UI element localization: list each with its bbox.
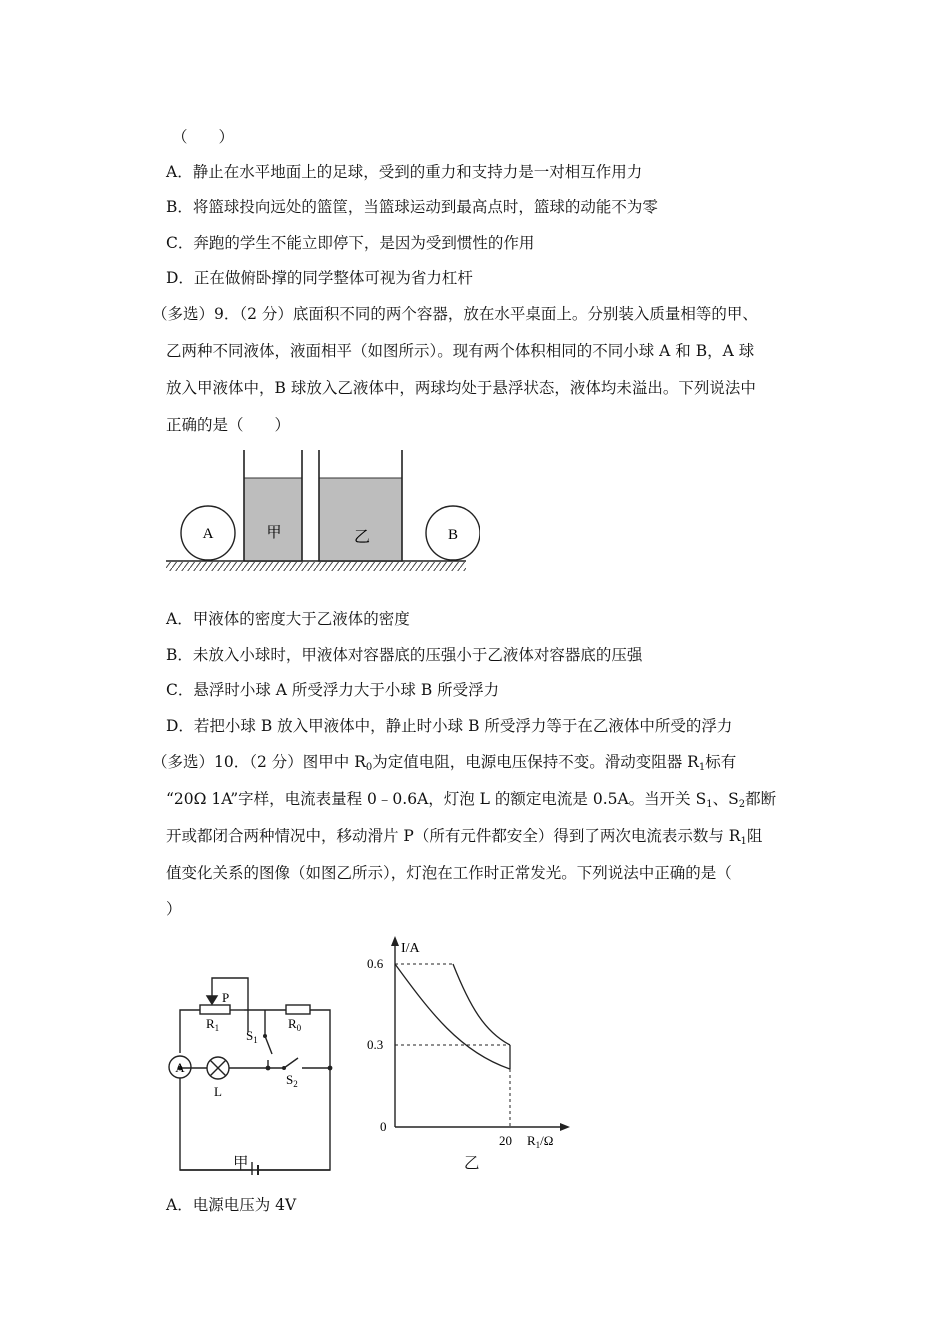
ground-hatch <box>166 562 466 571</box>
curve-lower <box>395 964 510 1069</box>
q10-stem-line1: （多选）10．（2 分）图甲中 $R_0$为定值电阻，电源电压保持不变。滑动变阻器 $R_1$标有 <box>152 753 737 773</box>
q8-option-c: C．奔跑的学生不能立即停下，是因为受到惯性的作用 <box>166 234 535 252</box>
q9-option-d: D．若把小球 B 放入甲液体中，静止时小球 B 所受浮力等于在乙液体中所受的浮力 <box>166 717 733 735</box>
switch-s1 <box>265 1036 272 1054</box>
q9-stem-line1: （多选）9．（2 分）底面积不同的两个容器，放在水平桌面上。分别装入质量相等的甲、 <box>152 305 758 323</box>
q10-graph-caption: 乙 <box>464 1154 480 1172</box>
slider-p-label: P <box>222 990 230 1005</box>
s2-label: $S_2$ <box>286 1072 298 1089</box>
q8-answer-bracket: （ ） <box>172 128 235 146</box>
q10-stem-line4: 值变化关系的图像（如图乙所示），灯泡在工作时正常发光。下列说法中正确的是（ <box>166 864 732 882</box>
resistor-r0 <box>286 1005 310 1014</box>
q10-stem-line3: 开或都闭合两种情况中，移动滑片 P（所有元件都安全）得到了两次电流表示数与 $R_1$阻 <box>166 827 763 847</box>
q8-option-d: D．正在做俯卧撑的同学整体可视为省力杠杆 <box>166 269 473 287</box>
q9-stem-line4: 正确的是（ ） <box>166 416 291 434</box>
ball-b-label: B <box>447 527 459 543</box>
r1-label: $R_1$ <box>206 1016 220 1033</box>
q9-option-a: A．甲液体的密度大于乙液体的密度 <box>166 610 410 628</box>
q8-option-b: B．将篮球投向远处的篮筐，当篮球运动到最高点时，篮球的动能不为零 <box>166 198 658 216</box>
y-axis-label: I/A <box>401 941 420 956</box>
y-tick-0.6: 0.6 <box>367 956 384 971</box>
curve-upper <box>453 964 510 1045</box>
liquid-yi-label: 乙 <box>353 529 371 546</box>
lamp-label: L <box>214 1084 222 1099</box>
x-tick-20: 20 <box>499 1133 512 1148</box>
slider-p-arrow <box>207 996 217 1004</box>
q10-stem-line2: “20Ω 1A”字样，电流表量程 0﹣0.6A，灯泡 L 的额定电流是 0.5A。当开关 $S_1$、$S_2$都断 <box>166 790 777 810</box>
q9-figure <box>160 448 480 578</box>
x-axis-label: $R_1/\Omega$ <box>527 1133 554 1150</box>
q9-option-c: C．悬浮时小球 A 所受浮力大于小球 B 所受浮力 <box>166 681 500 699</box>
r0-label: $R_0$ <box>288 1016 302 1033</box>
q10-graph-figure <box>360 932 580 1150</box>
q10-circuit-caption: 甲 <box>233 1154 249 1172</box>
q9-option-b: B．未放入小球时，甲液体对容器底的压强小于乙液体对容器底的压强 <box>166 646 643 664</box>
liquid-jia-label: 甲 <box>266 525 282 541</box>
q9-stem-line3: 放入甲液体中，B 球放入乙液体中，两球均处于悬浮状态，液体均未溢出。下列说法中 <box>166 379 756 397</box>
switch-s2 <box>284 1058 298 1068</box>
q10-option-a: A．电源电压为 4V <box>166 1196 297 1214</box>
q9-stem-line2: 乙两种不同液体，液面相平（如图所示）。现有两个体积相同的不同小球 A 和 B，A 球 <box>166 342 755 360</box>
y-tick-0.3: 0.3 <box>367 1037 384 1052</box>
ammeter-label: A <box>175 1060 185 1075</box>
s1-label: $S_1$ <box>246 1028 258 1045</box>
liquid-jia <box>244 478 302 561</box>
q10-circuit-figure <box>160 970 350 1175</box>
q8-option-a: A．静止在水平地面上的足球，受到的重力和支持力是一对相互作用力 <box>166 163 643 181</box>
origin-label: 0 <box>380 1119 387 1134</box>
x-axis-arrow <box>560 1123 570 1131</box>
rheostat-r1 <box>200 1005 230 1014</box>
ball-a-label: A <box>202 526 214 542</box>
y-axis-arrow <box>391 936 399 946</box>
q10-stem-line5: ） <box>166 900 182 918</box>
liquid-yi <box>319 478 402 561</box>
